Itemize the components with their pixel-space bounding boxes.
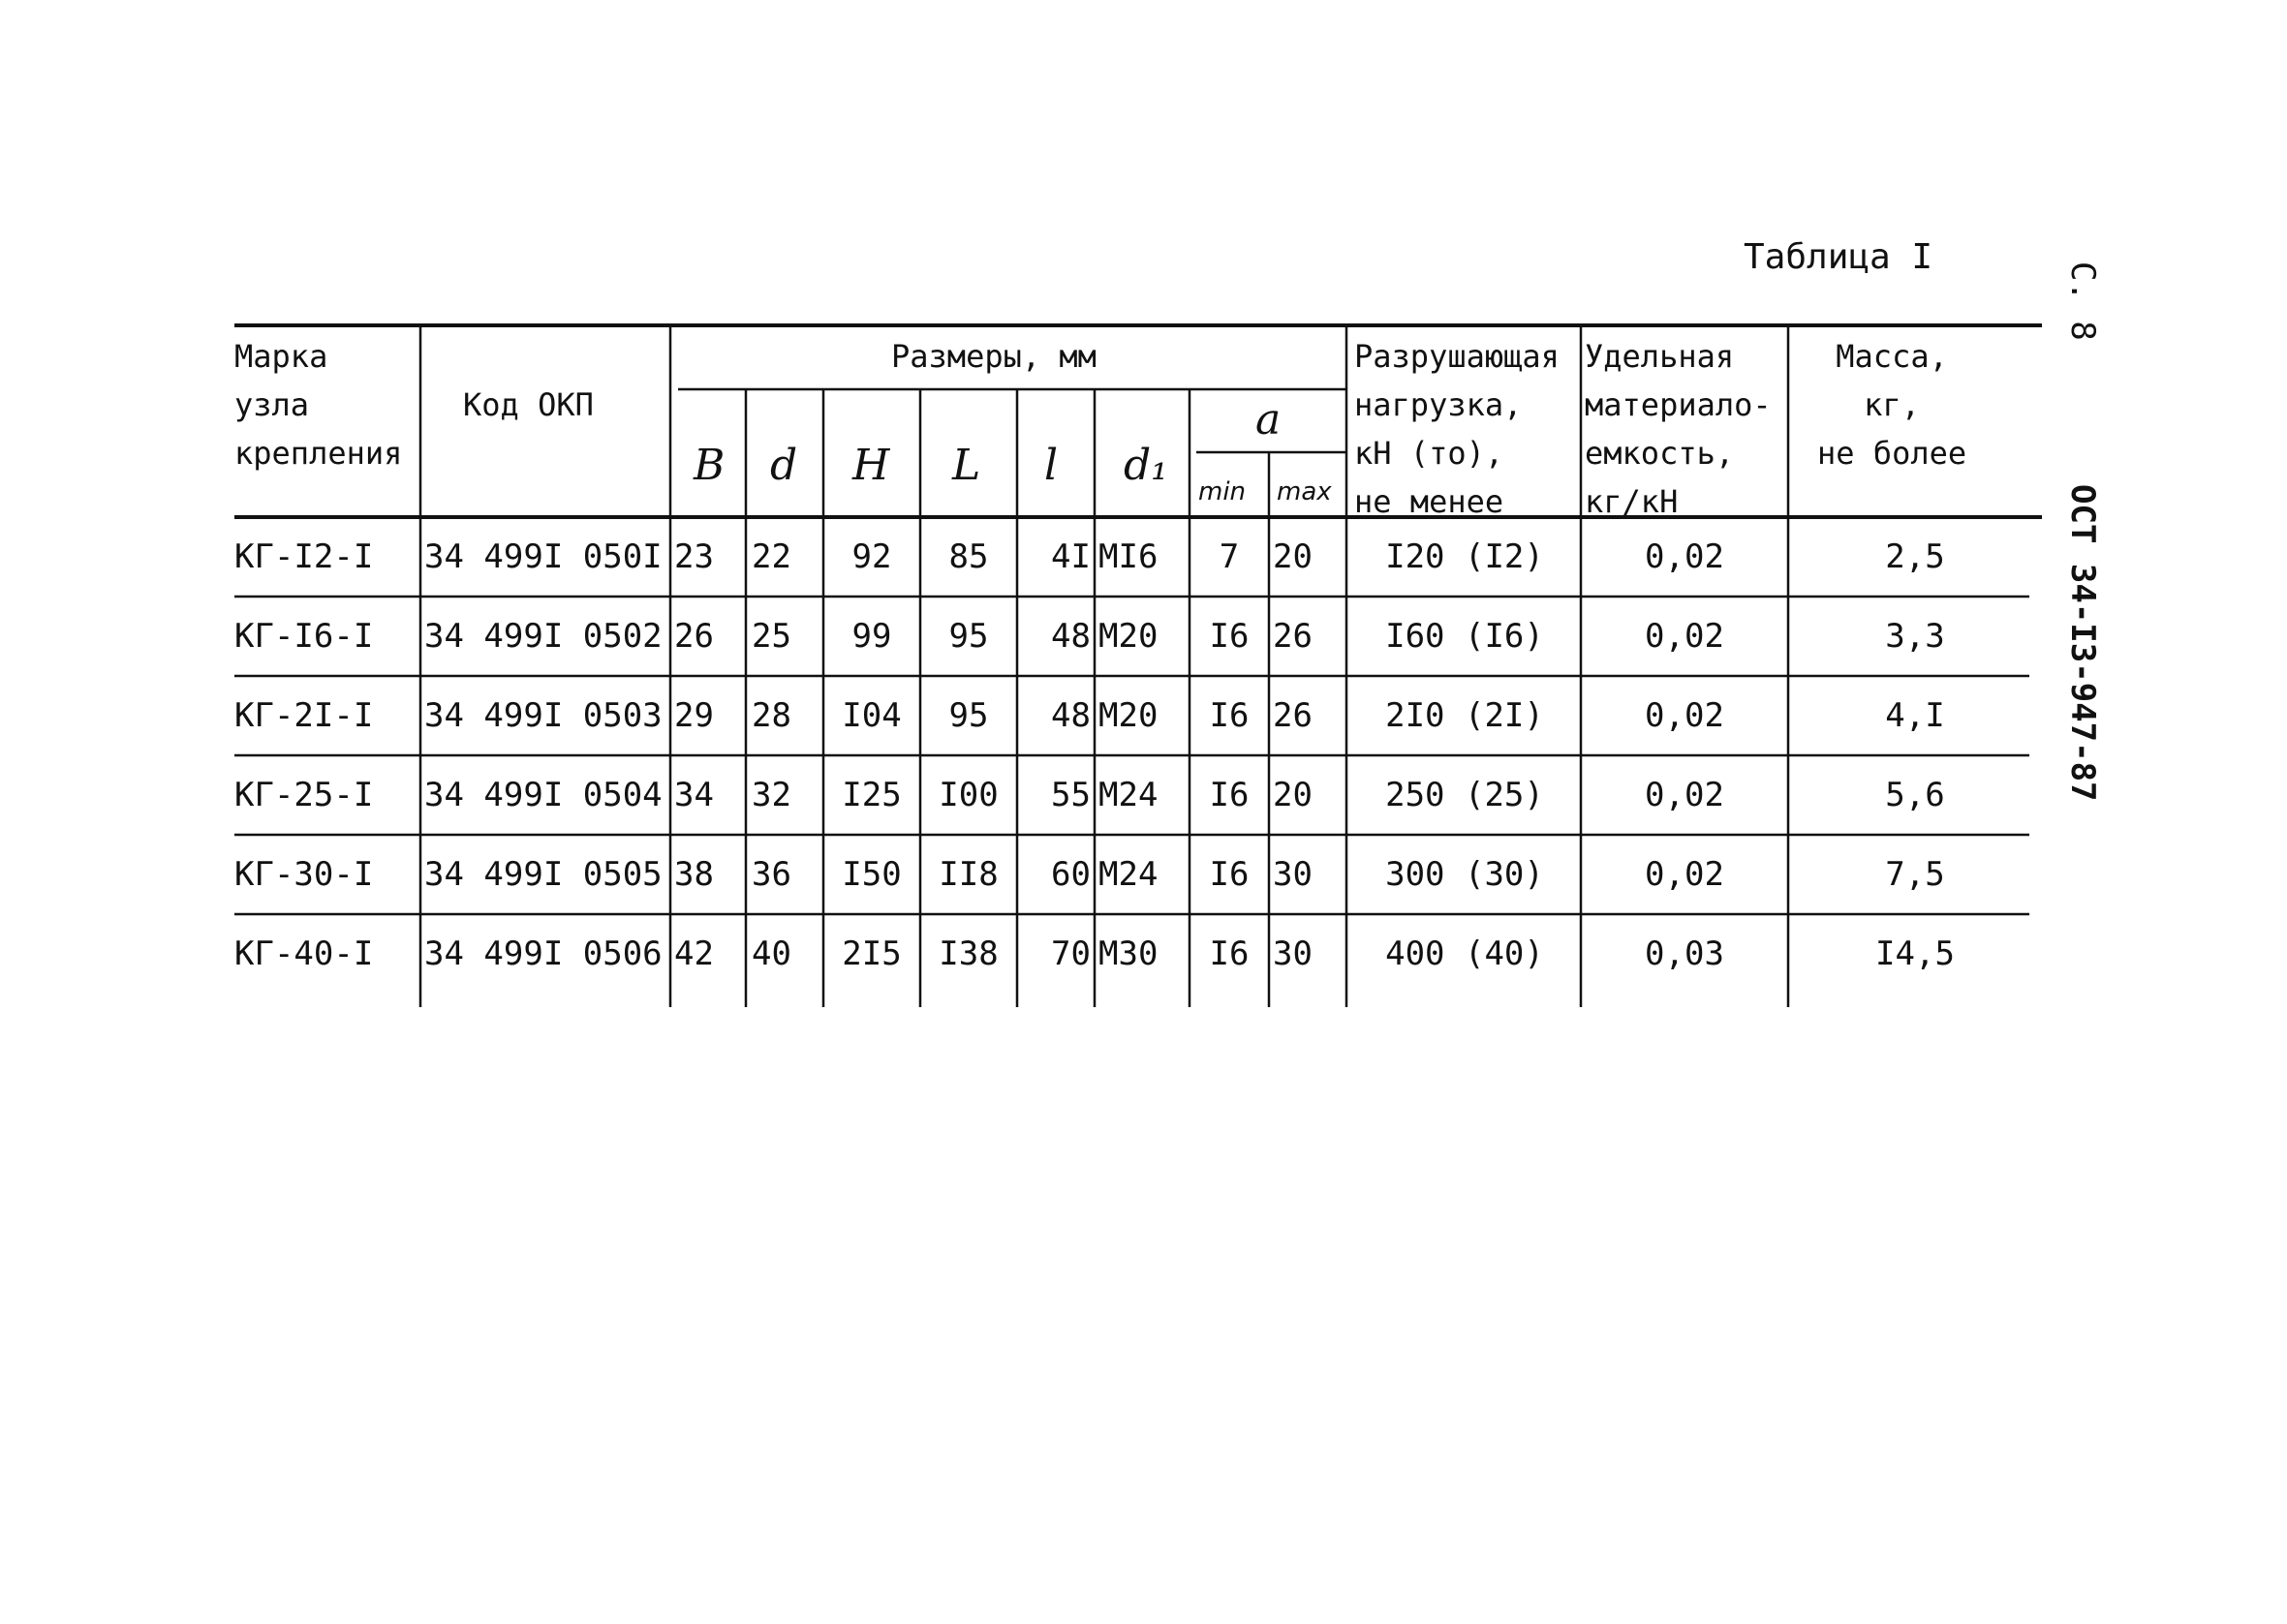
cell-d: 28 [752,696,791,735]
cell-spec: 0,02 [1645,537,1724,576]
dim-B: B [694,441,726,490]
table-caption: Таблица I [1744,237,1933,277]
header-mass: Масса, кг, не более [1817,338,1967,472]
cell-H: 92 [851,537,892,576]
cell-load: 2I0 (2I) [1385,696,1544,735]
cell-d1: M20 [1098,696,1159,735]
cell-amin: I6 [1209,935,1250,973]
cell-H: 2I5 [842,935,902,973]
dim-a-min: min [1198,477,1247,506]
cell-d: 25 [752,617,791,656]
cell-mass: 7,5 [1885,855,1945,894]
cell-H: I50 [842,855,902,894]
cell-l: 48 [1051,696,1091,735]
cell-d: 32 [752,776,791,814]
cell-H: 99 [851,617,892,656]
dim-a-max: max [1277,477,1332,506]
cell-L: 85 [948,537,989,576]
cell-d1: MI6 [1098,537,1159,576]
cell-B: 29 [674,696,714,735]
cell-amin: I6 [1209,696,1250,735]
cell-l: 70 [1051,935,1091,973]
cell-l: 60 [1051,855,1091,894]
cell-spec: 0,02 [1645,776,1724,814]
cell-okp: 34 499I 0504 [424,776,663,814]
cell-H: I25 [842,776,902,814]
cell-load: 400 (40) [1385,935,1544,973]
cell-amin: I6 [1209,617,1250,656]
cell-mass: 5,6 [1885,776,1945,814]
cell-B: 23 [674,537,714,576]
cell-amax: 20 [1273,537,1313,576]
cell-l: 4I [1051,537,1091,576]
dim-d1: d₁ [1124,441,1168,490]
header-sizes: Размеры, мм [891,338,1097,375]
cell-H: I04 [842,696,902,735]
cell-okp: 34 499I 0505 [424,855,663,894]
cell-L: 95 [948,696,989,735]
cell-spec: 0,02 [1645,855,1724,894]
cell-spec: 0,03 [1645,935,1724,973]
cell-amax: 30 [1273,935,1313,973]
cell-okp: 34 499I 050I [424,537,663,576]
dim-d: d [770,441,798,490]
cell-B: 38 [674,855,714,894]
dim-H: H [852,441,890,490]
cell-amax: 26 [1273,696,1313,735]
cell-L: II8 [939,855,999,894]
cell-d1: M30 [1098,935,1159,973]
cell-B: 26 [674,617,714,656]
cell-load: 250 (25) [1385,776,1544,814]
cell-amin: 7 [1219,537,1240,576]
cell-mass: 2,5 [1885,537,1945,576]
cell-l: 48 [1051,617,1091,656]
standard-number: ОСТ 34-I3-947-87 [2063,484,2102,802]
cell-mark: КГ-I6-I [234,617,374,656]
cell-amax: 30 [1273,855,1313,894]
cell-L: I38 [939,935,999,973]
dim-a: a [1255,395,1282,444]
cell-L: I00 [939,776,999,814]
cell-mark: КГ-40-I [234,935,374,973]
cell-mark: КГ-I2-I [234,537,374,576]
cell-mark: КГ-30-I [234,855,374,894]
header-okp: Код ОКП [463,386,594,423]
header-load: Разрушающая нагрузка, кН (то), не менее [1354,338,1560,520]
cell-d1: M24 [1098,855,1159,894]
cell-amax: 20 [1273,776,1313,814]
cell-okp: 34 499I 0506 [424,935,663,973]
cell-mass: 4,I [1885,696,1945,735]
header-specific: Удельная материало- емкость, кг/кН [1585,338,1772,520]
cell-d: 36 [752,855,791,894]
cell-d: 22 [752,537,791,576]
cell-spec: 0,02 [1645,696,1724,735]
cell-load: I60 (I6) [1385,617,1544,656]
cell-d1: M24 [1098,776,1159,814]
cell-B: 34 [674,776,714,814]
cell-load: 300 (30) [1385,855,1544,894]
cell-amax: 26 [1273,617,1313,656]
cell-d1: M20 [1098,617,1159,656]
cell-okp: 34 499I 0502 [424,617,663,656]
cell-amin: I6 [1209,855,1250,894]
cell-load: I20 (I2) [1385,537,1544,576]
cell-spec: 0,02 [1645,617,1724,656]
dim-l: l [1044,441,1059,490]
header-mark: Марка узла крепления [234,338,403,472]
page-number: С. 8 [2063,261,2102,341]
cell-B: 42 [674,935,714,973]
cell-mark: КГ-25-I [234,776,374,814]
cell-l: 55 [1051,776,1091,814]
cell-okp: 34 499I 0503 [424,696,663,735]
dim-L: L [952,441,981,490]
cell-mark: КГ-2I-I [234,696,374,735]
cell-L: 95 [948,617,989,656]
cell-d: 40 [752,935,791,973]
cell-mass: 3,3 [1885,617,1945,656]
cell-mass: I4,5 [1875,935,1955,973]
cell-amin: I6 [1209,776,1250,814]
